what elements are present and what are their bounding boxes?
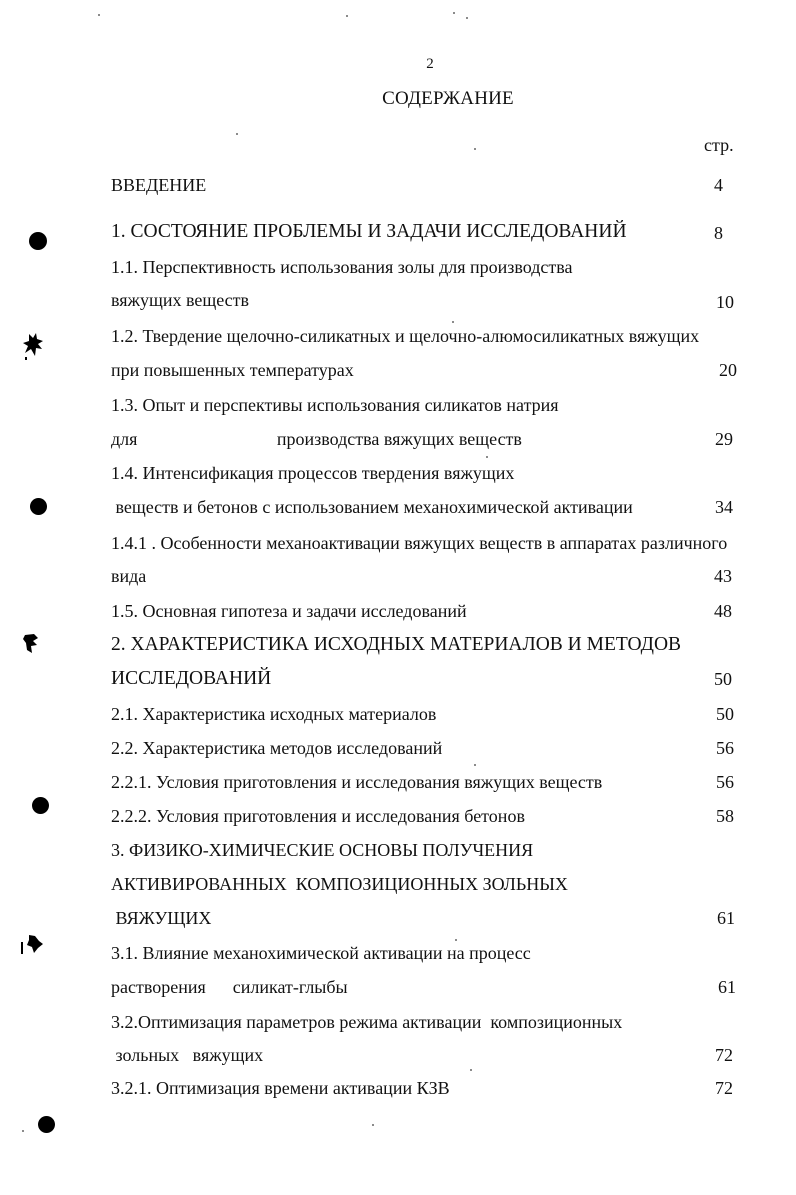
punch-hole-mark [29,232,47,250]
toc-entry-text: 3.1. Влияние механохимической активации на процесс [111,943,531,963]
toc-entry-text: 1.2. Твердение щелочно-силикатных и щелочно-алюмосиликатных вяжущих [111,326,700,346]
toc-entry-text: 3.2.Оптимизация параметров режима активации композиционных [111,1012,623,1032]
toc-entry-page: 8 [714,223,723,243]
page-column-label: стр. [704,135,734,155]
scan-speck [453,12,455,14]
toc-entry-page: 20 [719,360,737,380]
toc-entry-page: 4 [714,175,723,195]
toc-entry-text: для производства вяжущих веществ [111,429,522,449]
toc-entry-text: ВЯЖУЩИХ [111,908,212,928]
toc-entry-page: 29 [715,429,733,449]
toc-entry-page: 72 [715,1045,733,1065]
toc-entry-text: 1.5. Основная гипотеза и задачи исследований [111,601,467,621]
toc-entry-text: 1.4. Интенсификация процессов твердения вяжущих [111,463,515,483]
scan-speck [98,14,100,16]
punch-hole-mark [38,1116,55,1133]
scan-speck [346,15,348,17]
toc-entry-page: 61 [718,977,736,997]
scan-speck [372,1124,374,1126]
toc-entry-page: 56 [716,738,734,758]
toc-entry-text: 3. ФИЗИКО-ХИМИЧЕСКИЕ ОСНОВЫ ПОЛУЧЕНИЯ [111,840,534,860]
toc-entry-page: 34 [715,497,733,517]
scan-speck [466,17,468,19]
toc-entry-text: вида [111,566,147,586]
toc-entry-text: при повышенных температурах [111,360,354,380]
ink-blot-mark [20,932,46,960]
toc-entry-page: 72 [715,1078,733,1098]
scan-speck [486,456,488,458]
scan-speck [470,1069,472,1071]
toc-entry-text: 2.2.1. Условия приготовления и исследования вяжущих веществ [111,772,603,792]
toc-entry-text: 1.1. Перспективность использования золы для производства [111,257,573,277]
toc-entry-text: ИССЛЕДОВАНИЙ [111,668,272,689]
toc-entry-text: 2. ХАРАКТЕРИСТИКА ИСХОДНЫХ МАТЕРИАЛОВ И МЕТОДОВ [111,634,682,655]
page-number: 2 [426,56,434,72]
toc-entry-text: 3.2.1. Оптимизация времени активации КЗВ [111,1078,450,1098]
scan-speck [236,133,238,135]
punch-hole-mark [32,797,49,814]
toc-entry-page: 50 [714,669,732,689]
scan-speck [455,939,457,941]
toc-entry-text: 1.4.1 . Особенности механоактивации вяжущих веществ в аппаратах различного [111,533,728,553]
scan-speck [474,148,476,150]
page-title: СОДЕРЖАНИЕ [382,88,514,109]
ink-blot-mark [21,332,47,362]
scan-speck [452,321,454,323]
scan-speck [22,1130,24,1132]
toc-entry-page: 50 [716,704,734,724]
scan-speck [474,764,476,766]
toc-entry-text: АКТИВИРОВАННЫХ КОМПОЗИЦИОННЫХ ЗОЛЬНЫХ [111,874,568,894]
punch-hole-mark [30,498,47,515]
toc-entry-page: 61 [717,908,735,928]
ink-blot-mark [22,632,42,656]
toc-entry-text: 1.3. Опыт и перспективы использования силикатов натрия [111,395,559,415]
toc-entry-page: 10 [716,292,734,312]
toc-entry-text: зольных вяжущих [111,1045,264,1065]
toc-entry-page: 56 [716,772,734,792]
toc-entry-text: 2.2.2. Условия приготовления и исследования бетонов [111,806,525,826]
toc-entry-page: 48 [714,601,732,621]
toc-entry-text: 1. СОСТОЯНИЕ ПРОБЛЕМЫ И ЗАДАЧИ ИССЛЕДОВАНИЙ [111,221,627,242]
toc-entry-text: 2.2. Характеристика методов исследований [111,738,443,758]
toc-entry-page: 58 [716,806,734,826]
toc-entry-text: ВВЕДЕНИЕ [111,175,207,195]
toc-entry-text: 2.1. Характеристика исходных материалов [111,704,437,724]
toc-entry-text: растворения силикат-глыбы [111,977,348,997]
toc-entry-text: вяжущих веществ [111,290,250,310]
toc-entry-text: веществ и бетонов с использованием механохимической активации [111,497,633,517]
toc-entry-page: 43 [714,566,732,586]
